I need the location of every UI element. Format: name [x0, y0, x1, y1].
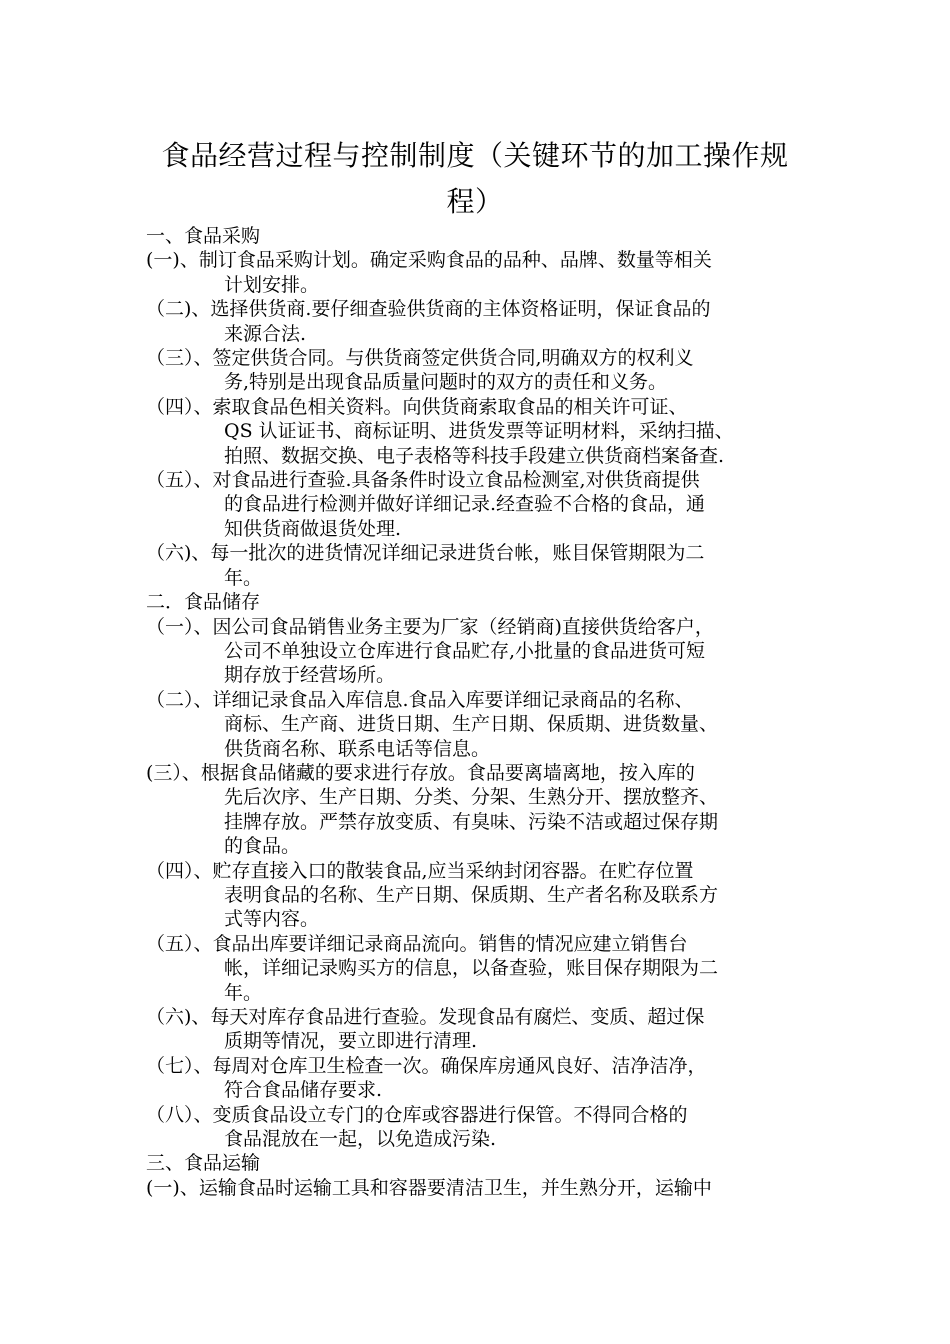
clause-continuation-line: QS 认证证书、商标证明、进货发票等证明材料，采纳扫描、 — [224, 420, 734, 443]
clause-continuation-line: 的食品进行检测并做好详细记录.经查验不合格的食品，通 — [224, 493, 706, 516]
clause-continuation-line: 质期等情况，要立即进行清理. — [224, 1030, 478, 1053]
section-heading: 三、食品运输 — [146, 1152, 261, 1175]
clause-first-line: （二）、详细记录食品入库信息.食品入库要详细记录商品的名称、 — [146, 688, 694, 711]
clause-item — [146, 1103, 826, 1152]
section-heading: 二．食品储存 — [146, 591, 261, 614]
clause-continuation-line: 符合食品储存要求. — [224, 1079, 383, 1102]
clause-continuation-line: 商标、生产商、进货日期、生产日期、保质期、进货数量、 — [224, 713, 719, 736]
clause-continuation-line: 式等内容。 — [224, 908, 320, 931]
clause-continuation-line: 食品混放在一起，以免造成污染. — [224, 1128, 497, 1151]
clause-continuation-line: 表明食品的名称、生产日期、保质期、生产者名称及联系方 — [224, 883, 719, 906]
clause-item — [146, 615, 826, 688]
section-heading: 一、食品采购 — [146, 225, 261, 247]
clause-continuation-line: 帐，详细记录购买方的信息，以备查验，账目保存期限为二 — [224, 957, 719, 980]
clause-continuation-line: 先后次序、生产日期、分类、分架、生熟分开、摆放整齐、 — [224, 786, 719, 809]
clause-continuation-line: 年。 — [224, 981, 263, 1004]
clause-item — [146, 346, 826, 395]
clause-item — [146, 1054, 826, 1103]
clause-first-line: （七）、每周对仓库卫生检查一次。确保库房通风良好、洁净洁净， — [146, 1054, 707, 1077]
clause-continuation-line: 年。 — [224, 566, 263, 589]
document-title-line-2: 程） — [446, 185, 504, 218]
clause-first-line: （六)、每一批次的进货情况详细记录进货台帐，账目保管期限为二 — [146, 542, 705, 565]
clause-continuation-line: 的食品。 — [224, 835, 301, 858]
clause-first-line: （二)、选择供货商.要仔细查验供货商的主体资格证明，保证食品的 — [146, 298, 711, 321]
clause-item — [146, 1005, 826, 1054]
clause-item — [146, 761, 826, 859]
clause-continuation-line: 公司不单独设立仓库进行食品贮存,小批量的食品进货可短 — [224, 639, 706, 662]
clause-item — [146, 395, 826, 468]
clause-item — [146, 248, 826, 297]
clause-continuation-line: 来源合法. — [224, 322, 307, 345]
clause-first-line: (一)、制订食品采购计划。确定采购食品的品种、品牌、数量等相关 — [146, 249, 712, 272]
clause-first-line: (三）、根据食品储藏的要求进行存放。食品要离墙离地，按入库的 — [146, 761, 695, 784]
clause-item — [146, 541, 826, 590]
clause-first-line: （一）、因公司食品销售业务主要为厂家（经销商)直接供货给客户， — [146, 615, 714, 638]
clause-item — [146, 932, 826, 1005]
clause-continuation-line: 知供货商做退货处理. — [224, 517, 402, 540]
clause-first-line: (一)、运输食品时运输工具和容器要清洁卫生，并生熟分开，运输中 — [146, 1176, 712, 1199]
clause-first-line: （八）、变质食品设立专门的仓库或容器进行保管。不得同合格的 — [146, 1103, 688, 1126]
clause-first-line: （六)、每天对库存食品进行查验。发现食品有腐烂、变质、超过保 — [146, 1006, 705, 1028]
clause-continuation-line: 期存放于经营场所。 — [224, 664, 396, 687]
clause-continuation-line: 供货商名称、联系电话等信息。 — [224, 737, 491, 760]
clause-first-line: （四）、贮存直接入口的散装食品,应当采纳封闭容器。在贮存位置 — [146, 859, 694, 882]
clause-continuation-line: 务,特别是出现食品质量问题时的双方的责任和义务。 — [224, 371, 668, 394]
document-title-line-1: 食品经营过程与控制制度（关键环节的加工操作规 — [161, 139, 789, 172]
clause-item — [146, 688, 826, 761]
clause-item — [146, 468, 826, 541]
clause-item — [146, 297, 826, 346]
clause-continuation-line: 挂牌存放。严禁存放变质、有臭味、污染不洁或超过保存期 — [224, 810, 719, 833]
clause-continuation-line: 计划安排。 — [224, 273, 320, 296]
clause-item — [146, 1176, 826, 1200]
clause-first-line: （四）、索取食品色相关资料。向供货商索取食品的相关许可证、 — [146, 395, 688, 418]
clause-first-line: （五）、食品出库要详细记录商品流向。销售的情况应建立销售台 — [146, 932, 688, 955]
clause-item — [146, 859, 826, 932]
document-body — [146, 224, 826, 1200]
clause-first-line: （五）、对食品进行查验.具备条件时设立食品检测室,对供货商提供 — [146, 469, 700, 492]
clause-continuation-line: 拍照、数据交换、电子表格等科技手段建立供货商档案备查. — [224, 444, 725, 467]
clause-first-line: （三）、签定供货合同。与供货商签定供货合同,明确双方的权利义 — [146, 347, 694, 370]
